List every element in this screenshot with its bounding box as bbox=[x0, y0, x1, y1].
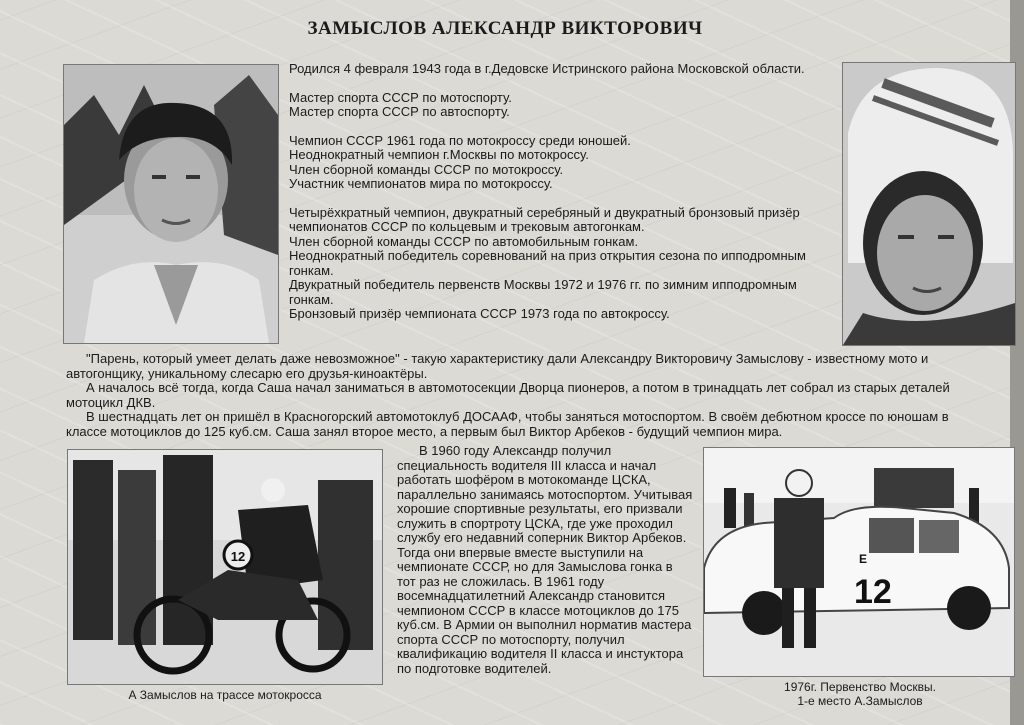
motocross-photo bbox=[67, 449, 383, 685]
motocross-caption: А Замыслов на трассе мотокросса bbox=[128, 688, 322, 702]
bio-master-titles: Мастер спорта СССР по мотоспорту. Мастер спорта СССР по автоспорту. bbox=[289, 89, 512, 119]
race-car-caption-line2: 1-е место А.Замыслов bbox=[797, 694, 923, 708]
bio-block bbox=[289, 62, 829, 336]
car-number: 12 bbox=[854, 573, 892, 611]
page-title: ЗАМЫСЛОВ АЛЕКСАНДР ВИКТОРОВИЧ bbox=[307, 18, 703, 39]
race-car-photo bbox=[703, 447, 1015, 677]
story-paragraph: В шестнадцать лет он пришёл в Красногорский автомотоклуб ДОСААФ, чтобы заняться мотоспортом. В своём дебютном кроссе по юношам в классе мотоциклов до 125 куб.см. Саша занял второе место, а первым был Виктор Арбеков - будущий чемпион мира. bbox=[66, 409, 949, 439]
car-class-letter: E bbox=[859, 552, 868, 566]
story-block bbox=[66, 352, 966, 439]
story-paragraph: А началось всё тогда, когда Саша начал заниматься в автомотосекции Дворца пионеров, а потом в тринадцать лет собрал из старых деталей мотоцикл ДКВ. bbox=[66, 380, 950, 410]
helmet-portrait-photo bbox=[842, 62, 1016, 346]
column-paragraph: В 1960 году Александр получил специальность водителя III класса и начал работать шофёром в мотокоманде ЦСКА, параллельно занимаясь мотоспортом. Учитывая хорошие спортивные результаты, его призвали служить в спортроту ЦСКА, где уже проходил службу его недавний соперник Виктор Арбеков. Тогда они впервые вместе выступили на чемпионате СССР, но для Замыслова гонка в тот раз не сложилась. В 1961 году восемнадцатилетний Александр становится чемпионом СССР в классе мотоциклов до 175 куб.см. В Армии он выполнил норматив мастера спорта СССР по мотоспорту, получил квалификацию водителя II класса и инстуктора по подготовке водителей. bbox=[397, 443, 693, 676]
moto-number-plate: 12 bbox=[230, 549, 246, 564]
military-service-column bbox=[397, 444, 693, 676]
bio-autoracing: Четырёхкратный чемпион, двукратный серебряный и двукратный бронзовый призёр чемпионатов СССР по кольцевым и трековым автогонкам. Член сборной команды СССР по автомобильным гонкам. Неоднократный победитель соревнований на приз открытия сезона по ипподромным гонкам. Двукратный победитель первенств Москвы 1972 и 1976 гг. по зимним ипподромным гонкам. Бронзовый призёр чемпионата СССР 1973 года по автокроссу. bbox=[289, 204, 806, 321]
bio-birth: Родился 4 февраля 1943 года в г.Дедовске Истринского района Московской области. bbox=[289, 61, 805, 76]
story-paragraph: "Парень, который умеет делать даже невозможное" - такую характеристику дали Александру Викторовичу Замыслову - известному мото и автогонщику, уникальному слесарю его друзья-киноактёры. bbox=[66, 351, 929, 381]
bio-motocross: Чемпион СССР 1961 года по мотокроссу среди юношей. Неоднократный чемпион г.Москвы по мотокроссу. Член сборной команды СССР по мотокроссу. Участник чемпионатов мира по мотокроссу. bbox=[289, 132, 631, 191]
portrait-photo bbox=[63, 64, 279, 344]
race-car-caption-line1: 1976г. Первенство Москвы. bbox=[784, 680, 936, 694]
